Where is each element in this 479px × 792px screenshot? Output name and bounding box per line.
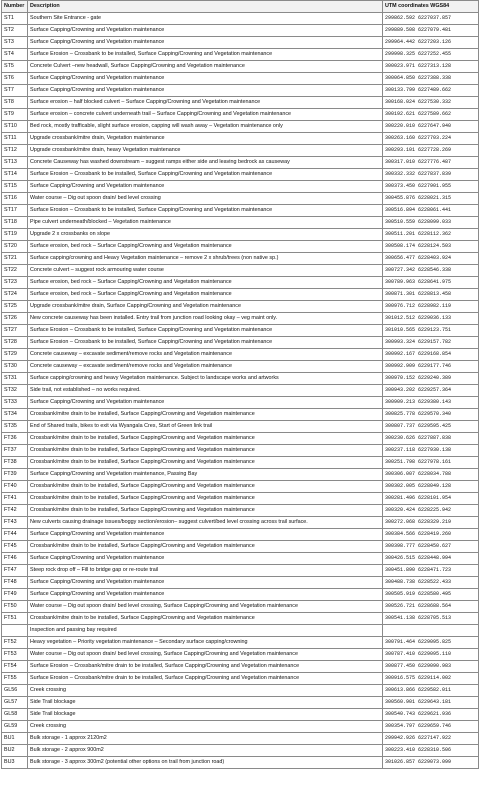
header-coordinates: UTM coordinates WGS84 xyxy=(383,1,479,13)
row-description: Crossbank/mitre drain to be installed, Surface Capping/Crowning and Vegetation maintenance xyxy=(28,613,383,625)
row-description: Crossbank/mitre drain to be installed, Surface Capping/Crowning and Vegetation maintenance xyxy=(28,505,383,517)
table-row xyxy=(2,325,479,337)
table-row xyxy=(2,673,479,685)
row-coordinates: 299942.926 6227147.922 xyxy=(383,733,479,745)
row-number xyxy=(2,625,28,637)
table-row xyxy=(2,529,479,541)
row-number: ST1 xyxy=(2,13,28,25)
row-number: FT40 xyxy=(2,481,28,493)
table-row xyxy=(2,505,479,517)
table-row xyxy=(2,133,479,145)
row-number: ST3 xyxy=(2,37,28,49)
row-number: ST9 xyxy=(2,109,28,121)
header-row xyxy=(2,1,479,13)
row-number: GL58 xyxy=(2,709,28,721)
table-row xyxy=(2,613,479,625)
row-coordinates: 300992.167 6229168.854 xyxy=(383,349,479,361)
row-number: ST29 xyxy=(2,349,28,361)
row-number: ST6 xyxy=(2,73,28,85)
row-number: ST18 xyxy=(2,217,28,229)
row-coordinates: 300168.024 6227530.332 xyxy=(383,97,479,109)
table-row xyxy=(2,745,479,757)
row-description: Surface Capping/Crowning and Vegetation maintenance xyxy=(28,85,383,97)
table-row xyxy=(2,541,479,553)
row-coordinates: 300398.777 6228450.627 xyxy=(383,541,479,553)
row-number: FT53 xyxy=(2,649,28,661)
row-number: ST32 xyxy=(2,385,28,397)
table-row xyxy=(2,577,479,589)
row-description: Surface Erosion – Crossbank to be installed, Surface Capping/Crowning and Vegetation maintenance xyxy=(28,49,383,61)
row-number: ST4 xyxy=(2,49,28,61)
row-coordinates: 300317.010 6227776.487 xyxy=(383,157,479,169)
table-row xyxy=(2,589,479,601)
row-description: Water course – Dig out spoon drain/ bed level crossing xyxy=(28,193,383,205)
table-row xyxy=(2,649,479,661)
row-coordinates: 300373.450 6227901.955 xyxy=(383,181,479,193)
row-coordinates: 300192.621 6227589.662 xyxy=(383,109,479,121)
row-description: Steep rock drop off – Fill to bridge gap or re-route trail xyxy=(28,565,383,577)
table-row xyxy=(2,277,479,289)
row-description: Upgrade crossbank/mitre drain, Surface Capping/Crowning and Vegetation maintenance xyxy=(28,301,383,313)
row-coordinates: 300510.559 6228099.033 xyxy=(383,217,479,229)
row-number: FT36 xyxy=(2,433,28,445)
row-number: ST23 xyxy=(2,277,28,289)
row-number: ST26 xyxy=(2,313,28,325)
row-description: Surface erosion – concrete culvert underneath trail – Surface Capping/Crowning and Vegetation maintenance xyxy=(28,109,383,121)
row-coordinates: 300970.152 6229240.389 xyxy=(383,373,479,385)
row-description: Side trail, not established – no works required. xyxy=(28,385,383,397)
table-row xyxy=(2,121,479,133)
table-row xyxy=(2,229,479,241)
row-description: Crossbank/mitre drain to be installed, Surface Capping/Crowning and Vegetation maintenance xyxy=(28,433,383,445)
table-row xyxy=(2,169,479,181)
row-description: Surface Capping/Crowning and Vegetation maintenance, Passing Bay xyxy=(28,469,383,481)
row-number: FT47 xyxy=(2,565,28,577)
row-number: FT39 xyxy=(2,469,28,481)
table-row xyxy=(2,337,479,349)
row-coordinates: 300789.963 6228641.975 xyxy=(383,277,479,289)
table-row xyxy=(2,109,479,121)
table-row xyxy=(2,85,479,97)
row-coordinates: 300237.118 6227930.138 xyxy=(383,445,479,457)
table-row xyxy=(2,253,479,265)
table-row xyxy=(2,205,479,217)
row-number: GL59 xyxy=(2,721,28,733)
row-coordinates: 300505.919 6228580.495 xyxy=(383,589,479,601)
row-number: FT55 xyxy=(2,673,28,685)
row-number: BU3 xyxy=(2,757,28,769)
row-coordinates: 300727.342 6228546.338 xyxy=(383,265,479,277)
row-coordinates: 299889.508 6227079.481 xyxy=(383,25,479,37)
table-row xyxy=(2,661,479,673)
row-coordinates: 300488.738 6228522.433 xyxy=(383,577,479,589)
row-number: FT46 xyxy=(2,553,28,565)
row-coordinates: 301012.512 6229036.133 xyxy=(383,313,479,325)
row-coordinates: 300943.202 6229257.364 xyxy=(383,385,479,397)
table-row xyxy=(2,625,479,637)
row-description: Surface Capping/Crowning and Vegetation maintenance xyxy=(28,181,383,193)
row-coordinates: 300220.010 6227647.940 xyxy=(383,121,479,133)
table-row xyxy=(2,373,479,385)
row-coordinates: 300133.799 6227489.662 xyxy=(383,85,479,97)
table-row xyxy=(2,565,479,577)
row-description: Concrete causeway – excavate sediment/remove rocks and Vegetation maintenance xyxy=(28,361,383,373)
row-coordinates: 299964.442 6227203.126 xyxy=(383,37,479,49)
row-number: ST8 xyxy=(2,97,28,109)
row-description: Bed rock, mostly trafficable, slight surface erosion, capping will wash away – Vegetation maintenance only xyxy=(28,121,383,133)
table-row xyxy=(2,313,479,325)
row-number: FT41 xyxy=(2,493,28,505)
row-coordinates: 300354.797 6229659.746 xyxy=(383,721,479,733)
row-coordinates: 301026.857 6229073.099 xyxy=(383,757,479,769)
table-row xyxy=(2,445,479,457)
row-number: ST22 xyxy=(2,265,28,277)
row-description: Surface Capping/Crowning and Vegetation maintenance xyxy=(28,553,383,565)
table-row xyxy=(2,385,479,397)
row-description: Surface Erosion – Crossbank to be installed, Surface Capping/Crowning and Vegetation maintenance xyxy=(28,205,383,217)
row-coordinates: 299998.325 6227252.455 xyxy=(383,49,479,61)
row-description: Inspection and passing bay required xyxy=(28,625,383,637)
row-number: ST24 xyxy=(2,289,28,301)
row-description: Surface Capping/Crowning and Vegetation maintenance xyxy=(28,577,383,589)
row-number: FT38 xyxy=(2,457,28,469)
row-coordinates: 300807.737 6229595.425 xyxy=(383,421,479,433)
row-number: ST7 xyxy=(2,85,28,97)
table-row xyxy=(2,13,479,25)
row-number: FT52 xyxy=(2,637,28,649)
header-number: Number xyxy=(2,1,28,13)
row-description: Crossbank/mitre drain to be installed, Surface Capping/Crowning and Vegetation maintenance xyxy=(28,445,383,457)
row-coordinates: 300877.450 6229090.983 xyxy=(383,661,479,673)
row-number: ST13 xyxy=(2,157,28,169)
table-row xyxy=(2,397,479,409)
row-description: Surface capping/crowning and heavy Vegetation maintenance. Subject to landscape works and artworks xyxy=(28,373,383,385)
table-row xyxy=(2,37,479,49)
table-row xyxy=(2,289,479,301)
table-row xyxy=(2,601,479,613)
row-number: ST33 xyxy=(2,397,28,409)
table-row xyxy=(2,697,479,709)
row-description: Crossbank/mitre drain to be installed, Surface Capping/Crowning and Vegetation maintenance xyxy=(28,409,383,421)
row-number: ST19 xyxy=(2,229,28,241)
row-description: Bulk storage - 2 approx 900m2 xyxy=(28,745,383,757)
table-row xyxy=(2,421,479,433)
row-description: Surface Erosion – Crossbank to be installed, Surface Capping/Crowning and Vegetation maintenance xyxy=(28,169,383,181)
row-number: FT42 xyxy=(2,505,28,517)
row-coordinates: 300825.778 6229570.340 xyxy=(383,409,479,421)
row-description: Surface Capping/Crowning and Vegetation maintenance xyxy=(28,25,383,37)
row-coordinates: 300302.005 6228049.128 xyxy=(383,481,479,493)
row-number: GL56 xyxy=(2,685,28,697)
row-number: FT49 xyxy=(2,589,28,601)
row-number: FT50 xyxy=(2,601,28,613)
row-number: ST14 xyxy=(2,169,28,181)
table-row xyxy=(2,361,479,373)
row-description: Crossbank/mitre drain to be installed, Surface Capping/Crowning and Vegetation maintenance xyxy=(28,493,383,505)
row-number: ST16 xyxy=(2,193,28,205)
row-number: ST5 xyxy=(2,61,28,73)
row-coordinates: 300656.477 6228403.924 xyxy=(383,253,479,265)
row-description: Concrete Culvert –new headwall, Surface Capping/Crowning and Vegetation maintenance xyxy=(28,61,383,73)
row-coordinates: 300560.901 6229643.181 xyxy=(383,697,479,709)
table-row xyxy=(2,493,479,505)
row-description: Upgrade 2 x crossbanks on slope xyxy=(28,229,383,241)
table-row xyxy=(2,637,479,649)
row-coordinates: 300332.332 6227837.839 xyxy=(383,169,479,181)
row-description: Surface erosion, bed rock – Surface Capping/Crowning and Vegetation maintenance xyxy=(28,277,383,289)
row-number: ST21 xyxy=(2,253,28,265)
row-description: Bulk storage - 3 approx 300m2 (potential other options on trail from junction road) xyxy=(28,757,383,769)
row-number: ST27 xyxy=(2,325,28,337)
row-coordinates: 300023.971 6227313.128 xyxy=(383,61,479,73)
row-number: BU1 xyxy=(2,733,28,745)
row-number: ST25 xyxy=(2,301,28,313)
row-description: Surface erosion – half blocked culvert – Surface Capping/Crowning and Vegetation maintenance xyxy=(28,97,383,109)
row-description: Crossbank/mitre drain to be installed, Surface Capping/Crowning and Vegetation maintenance xyxy=(28,541,383,553)
row-description: Concrete causeway – excavate sediment/remove rocks and Vegetation maintenance xyxy=(28,349,383,361)
row-description: Upgrade crossbank/mitre drain, heavy Vegetation maintenance xyxy=(28,145,383,157)
row-number: FT37 xyxy=(2,445,28,457)
row-number: FT54 xyxy=(2,661,28,673)
table-row xyxy=(2,157,479,169)
row-description: Creek crossing xyxy=(28,685,383,697)
row-coordinates: 300426.515 6228448.994 xyxy=(383,553,479,565)
row-coordinates: 300791.464 6229095.825 xyxy=(383,637,479,649)
row-coordinates: 299862.592 6227037.857 xyxy=(383,13,479,25)
table-row xyxy=(2,469,479,481)
row-number: ST28 xyxy=(2,337,28,349)
row-coordinates: 300306.007 6228034.788 xyxy=(383,469,479,481)
table-row xyxy=(2,733,479,745)
row-description: Surface Capping/Crowning and Vegetation maintenance xyxy=(28,37,383,49)
row-coordinates: 300993.324 6229157.782 xyxy=(383,337,479,349)
row-description: Heavy vegetation – Priority vegetation maintenance – Secondary surface capping/crowning xyxy=(28,637,383,649)
row-description: New concrete causeway has been installed. Entry trail from junction road looking okay – veg maint only. xyxy=(28,313,383,325)
row-number: FT45 xyxy=(2,541,28,553)
table-row xyxy=(2,49,479,61)
row-coordinates: 300541.138 6228705.513 xyxy=(383,613,479,625)
row-coordinates: 300223.410 6228310.506 xyxy=(383,745,479,757)
works-table xyxy=(1,0,479,769)
table-row xyxy=(2,301,479,313)
row-number: BU2 xyxy=(2,745,28,757)
row-coordinates: 300613.866 6229582.011 xyxy=(383,685,479,697)
row-description: Side Trail blockage xyxy=(28,697,383,709)
row-number: ST34 xyxy=(2,409,28,421)
row-number: ST20 xyxy=(2,241,28,253)
table-row xyxy=(2,193,479,205)
row-coordinates: 300320.424 6228225.942 xyxy=(383,505,479,517)
row-number: FT43 xyxy=(2,517,28,529)
header-description: Description xyxy=(28,1,383,13)
table-row xyxy=(2,349,479,361)
table-row xyxy=(2,481,479,493)
table-row xyxy=(2,241,479,253)
row-coordinates: 300511.201 6228112.362 xyxy=(383,229,479,241)
row-number: ST11 xyxy=(2,133,28,145)
table-body xyxy=(2,13,479,769)
row-description: Surface erosion, bed rock – Surface Capping/Crowning and Vegetation maintenance xyxy=(28,289,383,301)
row-description: Crossbank/mitre drain to be installed, Surface Capping/Crowning and Vegetation maintenance xyxy=(28,481,383,493)
row-coordinates: 300384.566 6228419.260 xyxy=(383,529,479,541)
row-number: ST2 xyxy=(2,25,28,37)
row-description: Surface Erosion – Crossbank/mitre drain to be installed, Surface Capping/Crowning and Vegetation maintenance xyxy=(28,673,383,685)
table-row xyxy=(2,409,479,421)
row-description: Water course – Dig out spoon drain/ bed level crossing, Surface Capping/Crowning and Vegetation maintenance xyxy=(28,601,383,613)
row-coordinates: 300992.909 6229177.746 xyxy=(383,361,479,373)
row-description: Surface Erosion – Crossbank to be installed, Surface Capping/Crowning and Vegetation maintenance xyxy=(28,325,383,337)
row-coordinates: 300293.101 6227728.269 xyxy=(383,145,479,157)
table-row xyxy=(2,457,479,469)
row-coordinates: 300451.890 6228471.723 xyxy=(383,565,479,577)
table-row xyxy=(2,265,479,277)
row-number: ST35 xyxy=(2,421,28,433)
table-row xyxy=(2,685,479,697)
row-coordinates: 300230.626 6227887.838 xyxy=(383,433,479,445)
row-number: FT48 xyxy=(2,577,28,589)
row-coordinates: 300251.798 6227978.161 xyxy=(383,457,479,469)
row-description: Side Trail blockage xyxy=(28,709,383,721)
row-description: Creek crossing xyxy=(28,721,383,733)
table-row xyxy=(2,61,479,73)
row-description: Pipe culvert underneath/blocked – Vegetation maintenance xyxy=(28,217,383,229)
row-coordinates: 300064.850 6227388.338 xyxy=(383,73,479,85)
row-description: Bulk storage - 1 approx 2120m2 xyxy=(28,733,383,745)
row-description: Surface erosion, bed rock – Surface Capping/Crowning and Vegetation maintenance xyxy=(28,241,383,253)
table-row xyxy=(2,181,479,193)
row-coordinates: 300787.410 6229095.110 xyxy=(383,649,479,661)
row-coordinates: 300871.301 6228813.458 xyxy=(383,289,479,301)
row-description: Surface Capping/Crowning and Vegetation maintenance xyxy=(28,529,383,541)
row-number: ST31 xyxy=(2,373,28,385)
row-description: End of Shared trails, bikes to exit via Wyangala Cres, Start of Green link trail xyxy=(28,421,383,433)
row-number: ST12 xyxy=(2,145,28,157)
row-description: Concrete Causeway has washed downstream – suggest ramps either side and leaving bedrock as causeway xyxy=(28,157,383,169)
row-number: GL57 xyxy=(2,697,28,709)
row-number: FT44 xyxy=(2,529,28,541)
row-coordinates: 300526.721 6228688.564 xyxy=(383,601,479,613)
row-coordinates: 300976.712 6228982.119 xyxy=(383,301,479,313)
table-row xyxy=(2,709,479,721)
row-description: Crossbank/mitre drain to be installed, Surface Capping/Crowning and Vegetation maintenance xyxy=(28,457,383,469)
row-number: FT51 xyxy=(2,613,28,625)
row-description: Surface Erosion – Crossbank to be installed, Surface Capping/Crowning and Vegetation maintenance xyxy=(28,337,383,349)
row-description: Southern Site Entrance - gate xyxy=(28,13,383,25)
row-description: Upgrade crossbank/mitre drain, Vegetation maintenance xyxy=(28,133,383,145)
table-row xyxy=(2,553,479,565)
row-coordinates: 300909.213 6229380.143 xyxy=(383,397,479,409)
table-row xyxy=(2,217,479,229)
row-coordinates: 300916.575 6229114.002 xyxy=(383,673,479,685)
table-row xyxy=(2,25,479,37)
table-row xyxy=(2,433,479,445)
row-description: Surface Capping/Crowning and Vegetation maintenance xyxy=(28,589,383,601)
table-row xyxy=(2,757,479,769)
row-description: Surface Capping/Crowning and Vegetation maintenance xyxy=(28,73,383,85)
row-coordinates: 300516.894 6228061.441 xyxy=(383,205,479,217)
row-number: ST10 xyxy=(2,121,28,133)
row-number: ST15 xyxy=(2,181,28,193)
row-coordinates: 300508.174 6228124.503 xyxy=(383,241,479,253)
row-description: Surface Capping/Crowning and Vegetation maintenance xyxy=(28,397,383,409)
row-coordinates: 301010.565 6229123.751 xyxy=(383,325,479,337)
row-description: Surface capping/crowning and Heavy Vegetation maintenance – remove 2 x shrub/trees (non native sp.) xyxy=(28,253,383,265)
row-description: Concrete culvert – suggest rock armouring water course xyxy=(28,265,383,277)
table-row xyxy=(2,145,479,157)
row-description: Water course – Dig out spoon drain/ bed level crossing, Surface Capping/Crowning and Vegetation maintenance xyxy=(28,649,383,661)
row-coordinates: 300281.496 6228101.954 xyxy=(383,493,479,505)
row-description: Surface Erosion – Crossbank/mitre drain to be installed, Surface Capping/Crowning and Vegetation maintenance xyxy=(28,661,383,673)
row-coordinates: 300540.743 6229621.936 xyxy=(383,709,479,721)
row-number: ST30 xyxy=(2,361,28,373)
row-number: ST17 xyxy=(2,205,28,217)
table-row xyxy=(2,517,479,529)
table-row xyxy=(2,721,479,733)
row-coordinates: 300455.876 6228021.315 xyxy=(383,193,479,205)
row-coordinates: 300272.068 6228329.219 xyxy=(383,517,479,529)
row-coordinates xyxy=(383,625,479,637)
table-row xyxy=(2,97,479,109)
row-description: New culverts causing drainage issues/boggy section/erosion– suggest culvert/bed level crossing across trail surface. xyxy=(28,517,383,529)
table-row xyxy=(2,73,479,85)
row-coordinates: 300263.160 6227703.224 xyxy=(383,133,479,145)
